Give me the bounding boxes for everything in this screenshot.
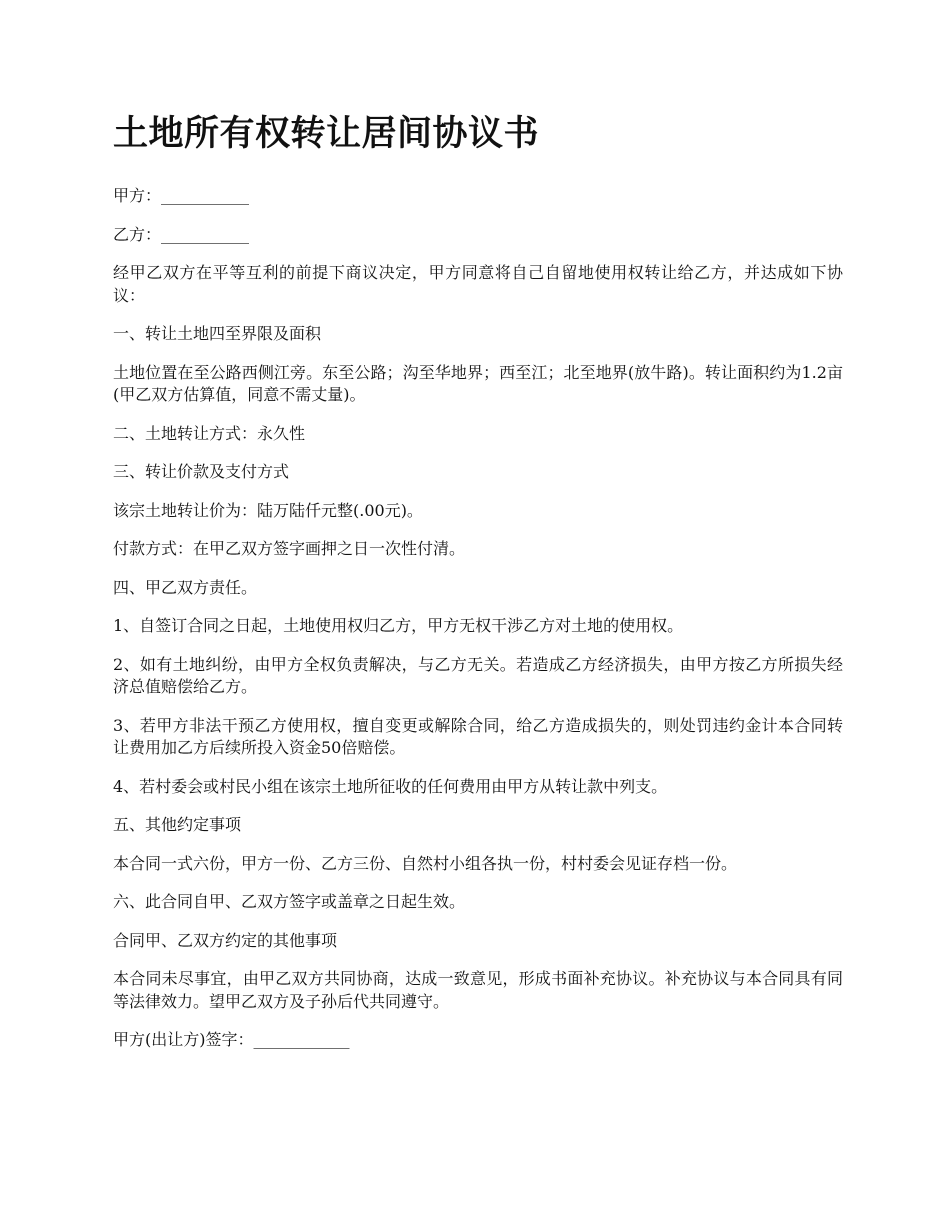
party-a-signature-line: 甲方(出让方)签字：____________ [113, 1030, 350, 1049]
preamble-paragraph: 经甲乙双方在平等互利的前提下商议决定，甲方同意将自己自留地使用权转让给乙方，并达成如下协议： [113, 263, 843, 305]
clause-1: 1、自签订合同之日起，土地使用权归乙方，甲方无权干涉乙方对土地的使用权。 [113, 616, 684, 635]
clause-2: 2、如有土地纠纷，由甲方全权负责解决，与乙方无关。若造成乙方经济损失，由甲方按乙方所损失经济总值赔偿给乙方。 [113, 654, 843, 696]
section-heading-6: 六、此合同自甲、乙双方签字或盖章之日起生效。 [113, 892, 466, 911]
party-a-line: 甲方：___________ [113, 186, 250, 205]
price-paragraph: 该宗土地转让价为：陆万陆仟元整(.00元)。 [113, 500, 423, 520]
section-heading-4: 四、甲乙双方责任。 [113, 577, 258, 597]
supplement-paragraph: 本合同未尽事宜，由甲乙双方共同协商，达成一致意见，形成书面补充协议。补充协议与本合同具有同等法律效力。望甲乙双方及子孙后代共同遵守。 [113, 969, 843, 1011]
section-heading-2: 二、土地转让方式：永久性 [113, 423, 306, 443]
section-heading-5: 五、其他约定事项 [113, 815, 242, 834]
document-title: 土地所有权转让居间协议书 [113, 113, 540, 154]
party-b-line: 乙方：___________ [113, 224, 250, 244]
section-heading-1: 一、转让土地四至界限及面积 [113, 324, 322, 343]
document-page [113, 110, 843, 1068]
other-matters-heading: 合同甲、乙双方约定的其他事项 [113, 930, 338, 950]
section-heading-3: 三、转让价款及支付方式 [113, 462, 290, 481]
clause-3: 3、若甲方非法干预乙方使用权，擅自变更或解除合同，给乙方造成损失的，则处罚违约金计本合同转让费用加乙方后续所投入资金50倍赔偿。 [113, 715, 843, 757]
payment-paragraph: 付款方式：在甲乙双方签字画押之日一次性付清。 [113, 539, 466, 558]
copies-paragraph: 本合同一式六份，甲方一份、乙方三份、自然村小组各执一份，村村委会见证存档一份。 [113, 853, 738, 873]
clause-4: 4、若村委会或村民小组在该宗土地所征收的任何费用由甲方从转让款中列支。 [113, 776, 668, 796]
land-location-paragraph: 土地位置在至公路西侧江旁。东至公路；沟至华地界；西至江；北至地界(放牛路)。转让面积约为1.2亩(甲乙双方估算值，同意不需丈量)。 [113, 362, 843, 404]
